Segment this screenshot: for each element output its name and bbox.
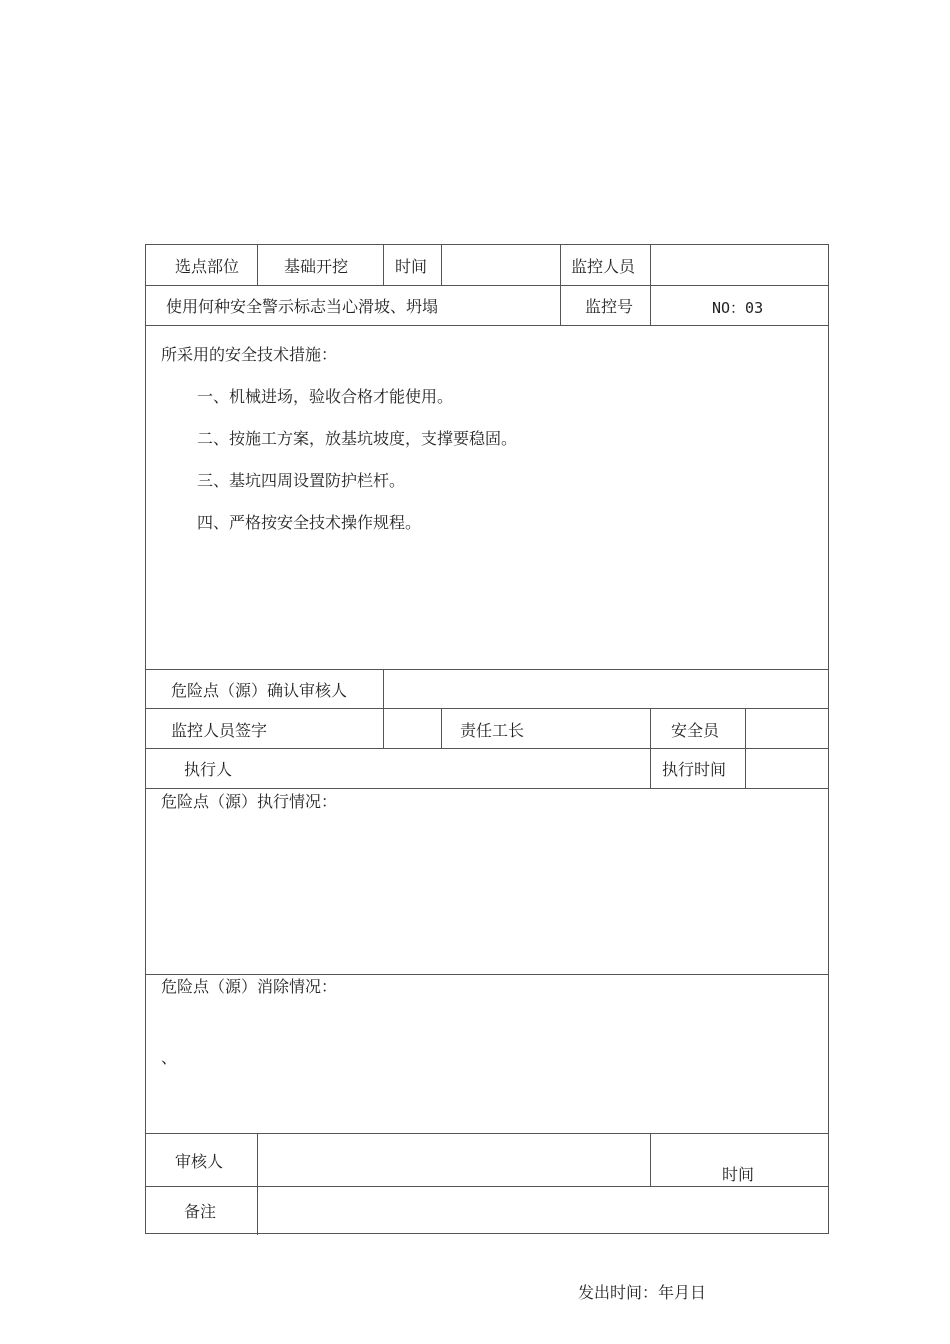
row-divider — [146, 708, 828, 709]
exec-time-label: 执行时间 — [662, 760, 727, 779]
row-divider — [146, 285, 828, 286]
col-divider — [441, 245, 442, 285]
location-label: 选点部位 — [175, 257, 240, 276]
elimination-label: 危险点（源）消除情况： — [161, 977, 338, 996]
confirm-reviewer-label: 危险点（源）确认审核人 — [171, 681, 348, 700]
monitor-sign-label: 监控人员签字 — [171, 721, 268, 740]
monitor-no-label: 监控号 — [585, 297, 634, 316]
location-value[interactable]: 基础开挖 — [284, 257, 349, 276]
elimination-mark: 、 — [161, 1048, 178, 1067]
executor-label: 执行人 — [184, 760, 233, 779]
measure-item: 一、机械进场，验收合格才能使用。 — [197, 387, 454, 406]
measure-item: 四、严格按安全技术操作规程。 — [197, 513, 422, 532]
safety-officer-label: 安全员 — [671, 721, 720, 740]
row-divider — [146, 669, 828, 670]
col-divider — [383, 669, 384, 748]
measures-heading: 所采用的安全技术措施： — [161, 345, 338, 364]
row-divider — [146, 748, 828, 749]
col-divider — [257, 1133, 258, 1235]
measure-item: 二、按施工方案，放基坑坡度，支撑要稳固。 — [197, 429, 518, 448]
issue-time: 发出时间：年月日 — [578, 1283, 707, 1302]
execution-label: 危险点（源）执行情况： — [161, 792, 338, 811]
monitor-label: 监控人员 — [571, 257, 636, 276]
row-divider — [146, 325, 828, 326]
row-divider — [146, 974, 828, 975]
col-divider — [257, 245, 258, 285]
col-divider — [745, 708, 746, 788]
sign-question: 使用何种安全警示标志当心滑坡、坍塌 — [166, 297, 439, 316]
foreman-label: 责任工长 — [460, 721, 525, 740]
col-divider — [441, 708, 442, 748]
col-divider — [650, 708, 651, 788]
col-divider — [383, 245, 384, 285]
monitor-no-value[interactable]: NO：03 — [712, 299, 764, 317]
col-divider — [560, 245, 561, 325]
review-time-label: 时间 — [722, 1165, 755, 1184]
remarks-label: 备注 — [184, 1202, 217, 1221]
col-divider — [650, 245, 651, 325]
reviewer-label: 审核人 — [175, 1152, 224, 1171]
time-label: 时间 — [395, 257, 428, 276]
row-divider — [146, 1186, 828, 1187]
row-divider — [146, 788, 828, 789]
col-divider — [650, 1133, 651, 1186]
measure-item: 三、基坑四周设置防护栏杆。 — [197, 471, 406, 490]
row-divider — [146, 1133, 828, 1134]
hazard-monitoring-form — [145, 244, 829, 1234]
